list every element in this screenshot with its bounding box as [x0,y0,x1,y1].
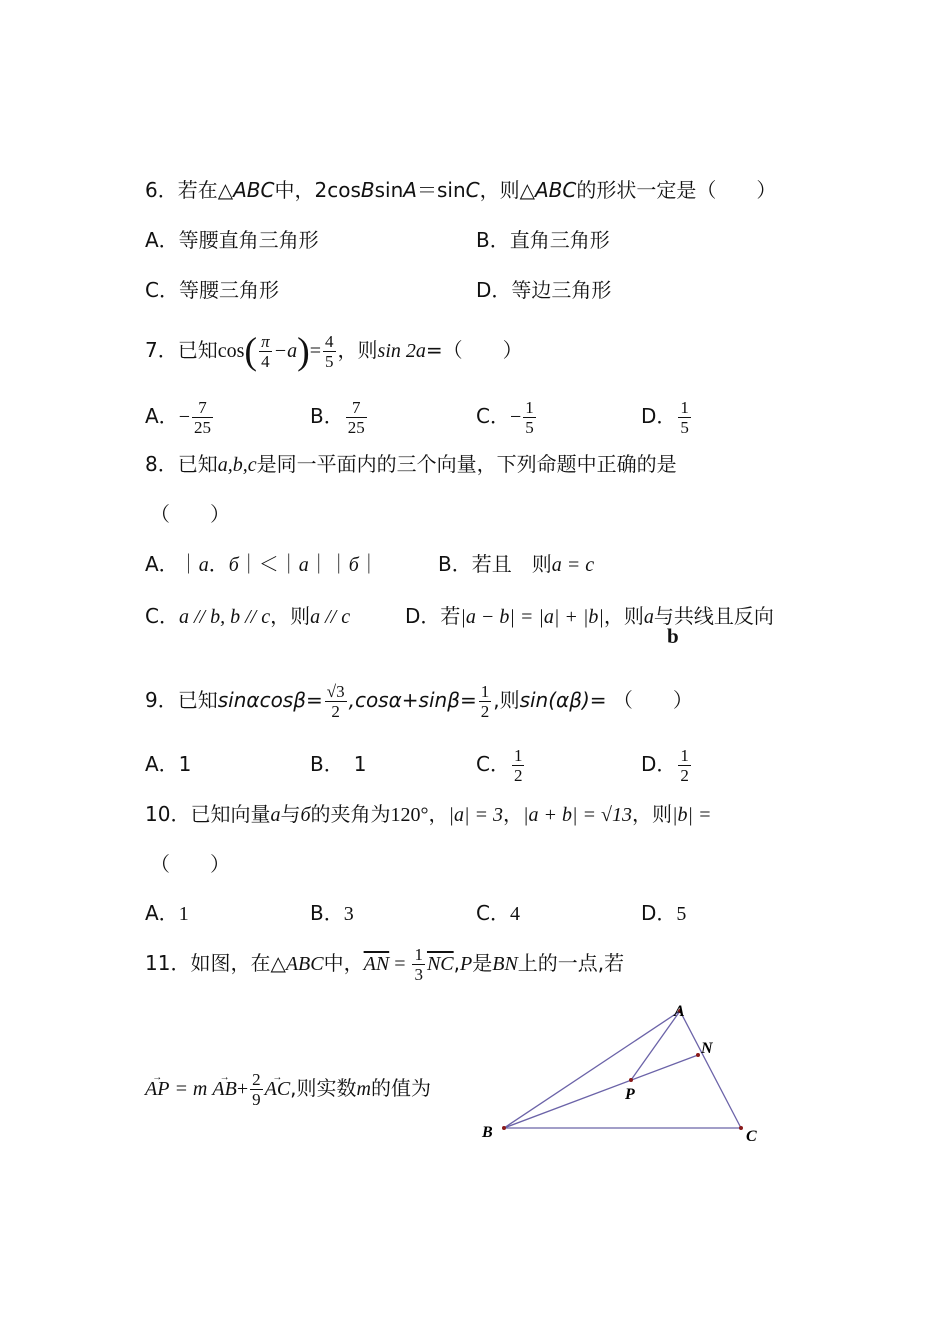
q10-option-d: D．5 [641,901,687,925]
q9-option-b: B． 1 [310,752,367,776]
triangle-diagram [470,995,780,1155]
q8-option-b: B．若且 则a = c [438,552,595,576]
q11-stem: 11．如图，在△ABC中，$\overline{AN}$ = $\frac{1}{3}$ $\overline{NC},P$是BN上的一点,若 [145,945,625,984]
q8-paren: （ ） [150,502,230,526]
q8-option-a: A．｜a．б｜＜｜a｜｜б｜ [145,552,379,576]
q10-option-a: A．1 [145,901,189,925]
q8-option-c: C．a // b, b // c，则a // c [145,604,351,628]
edge-ap [631,1011,680,1080]
label-c: C [746,1128,757,1145]
q11-condition: → AP = m → AB+ $\frac{2}{9}$ → AC,则实数m的值为 [145,1064,431,1113]
label-n: N [701,1040,713,1057]
edge-ac [680,1011,741,1128]
q9-stem: 9．已知sinαcosβ= $\frac{√3}{2}$ ,cosα+sinβ= $\frac{1}{2}$ ,则sin(αβ)= （ ） [145,682,693,721]
label-b: B [482,1124,493,1141]
q6-option-d: D．等边三角形 [476,278,612,302]
point-b [502,1126,506,1130]
q7-option-a: A．− $\frac{7}{25}$ [145,398,211,437]
q6-option-a: A．等腰直角三角形 [145,228,319,252]
q10-option-c: C．4 [476,901,520,925]
q7-option-c: C．− $\frac{1}{5}$ [476,398,534,437]
q9-option-a: A．1 [145,752,192,776]
q8-stem: 8．已知a,b,c是同一平面内的三个向量，下列命题中正确的是 [145,452,677,476]
q8-option-d: D．若|a − b| = |a| + |b|，则a与共线且反向 [405,604,774,628]
edge-bn [504,1055,698,1128]
q10-paren: （ ） [150,852,230,876]
q7-option-d: D． $\frac{1}{5}$ [641,398,689,437]
triangle-edges [504,1011,741,1128]
q6-option-b: B．直角三角形 [476,228,610,252]
q7-stem: 7．已知cos( $\frac{\pi}{4}$ −a)= $\frac{4}{5}$ ，则sin 2a=（ ） [145,330,523,373]
point-c [739,1126,743,1130]
label-p: P [625,1086,635,1103]
point-p [629,1078,633,1082]
point-n [696,1053,700,1057]
q9-option-d: D． $\frac{1}{2}$ [641,746,689,785]
edge-ab [504,1011,680,1128]
q6-stem: 6．若在△ABC中，2cosBsinA＝sinC，则△ABC的形状一定是（ ） [145,178,777,202]
q6-option-c: C．等腰三角形 [145,278,279,302]
q7-option-b: B． $\frac{7}{25}$ [310,398,365,437]
q8-option-d-b-vector: b [667,624,679,648]
q10-stem: 10．已知向量a与б的夹角为120°，|a| = 3，|a + b| = √13，则|b| = [145,802,712,826]
q9-option-c: C． $\frac{1}{2}$ [476,746,523,785]
triangle-points [502,1009,743,1130]
q10-option-b: B．3 [310,901,354,925]
label-a: A [674,1003,685,1020]
